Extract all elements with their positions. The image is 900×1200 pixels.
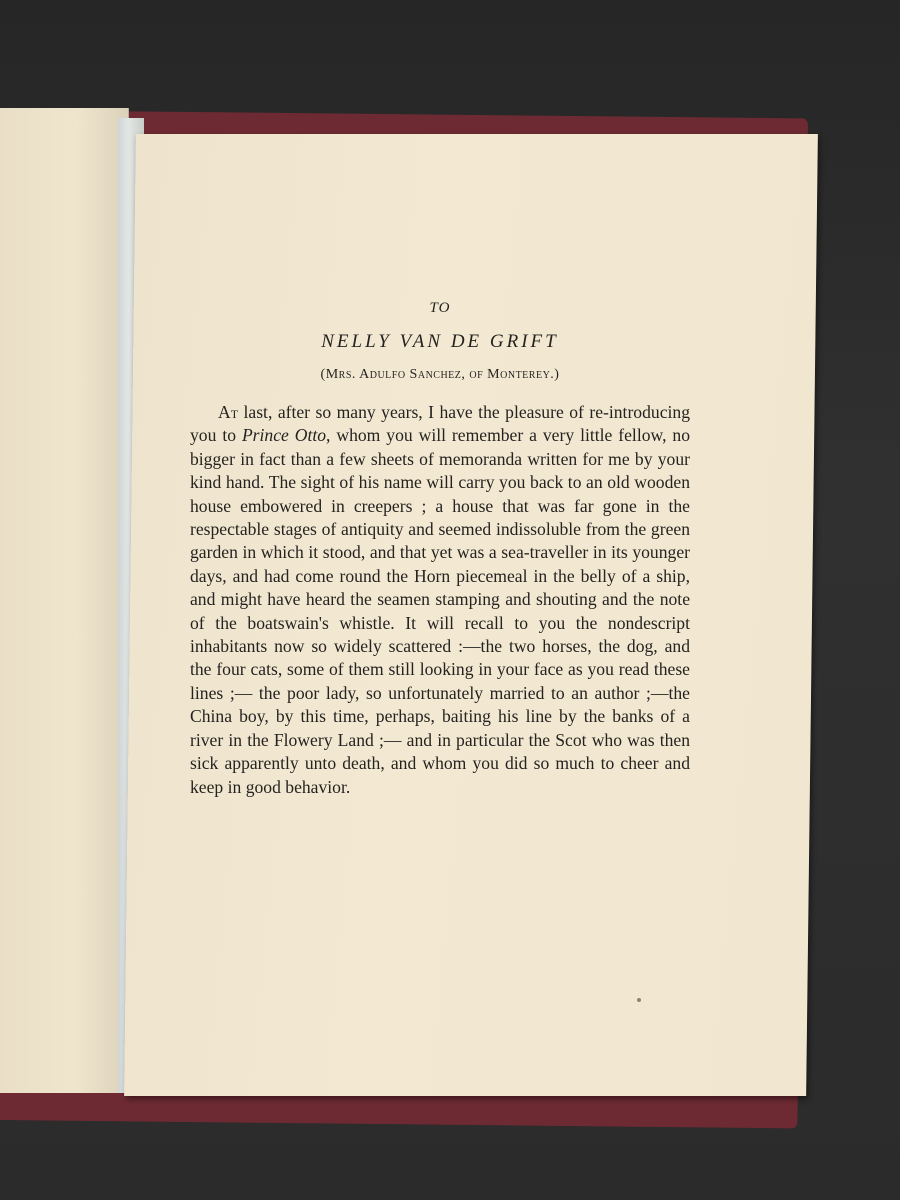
- dedication-name: NELLY VAN DE GRIFT: [321, 331, 559, 352]
- dedication-body: [190, 401, 690, 799]
- body-part-1: last, after so many years, I have the pleasure of re-introducing you to: [190, 402, 690, 446]
- body-part-2: , whom you will remember a very little fellow, no bigger in fact than a few sheets of memoranda written for me by your kind hand. The sight of his name will carry you back to an old wooden house embowered in creepers ; a house that was far gone in the respectable stages of antiquity and seemed indissoluble from the green garden in which it stood, and that yet was a sea-traveller in its younger days, and had come round the Horn piecemeal in the belly of a ship, and might have heard the seamen stamping and shouting and the note of the boatswain's whistle. It will recall to you the nondescript inhabitants now so widely scattered :—the two horses, the dog, and the four cats, some of them still looking in your face as you read these lines ;— the poor lady, so unfortunately married to an author ;—the China boy, by this time, perhaps, baiting his line by the banks of a river in the Flowery Land ;— and in particular the Scot who was then sick apparently unto death, and whom you did so much to cheer and keep in good behavior.: [190, 425, 690, 797]
- page-speck: [637, 998, 641, 1002]
- body-opening: At: [218, 402, 239, 422]
- book-title: Prince Otto: [241, 425, 327, 446]
- left-page: [0, 108, 129, 1093]
- dedication-subtitle: (Mrs. Adulfo Sanchez, of Monterey.): [320, 367, 560, 382]
- dedication-block: [190, 300, 690, 799]
- dedication-to: TO: [429, 300, 451, 316]
